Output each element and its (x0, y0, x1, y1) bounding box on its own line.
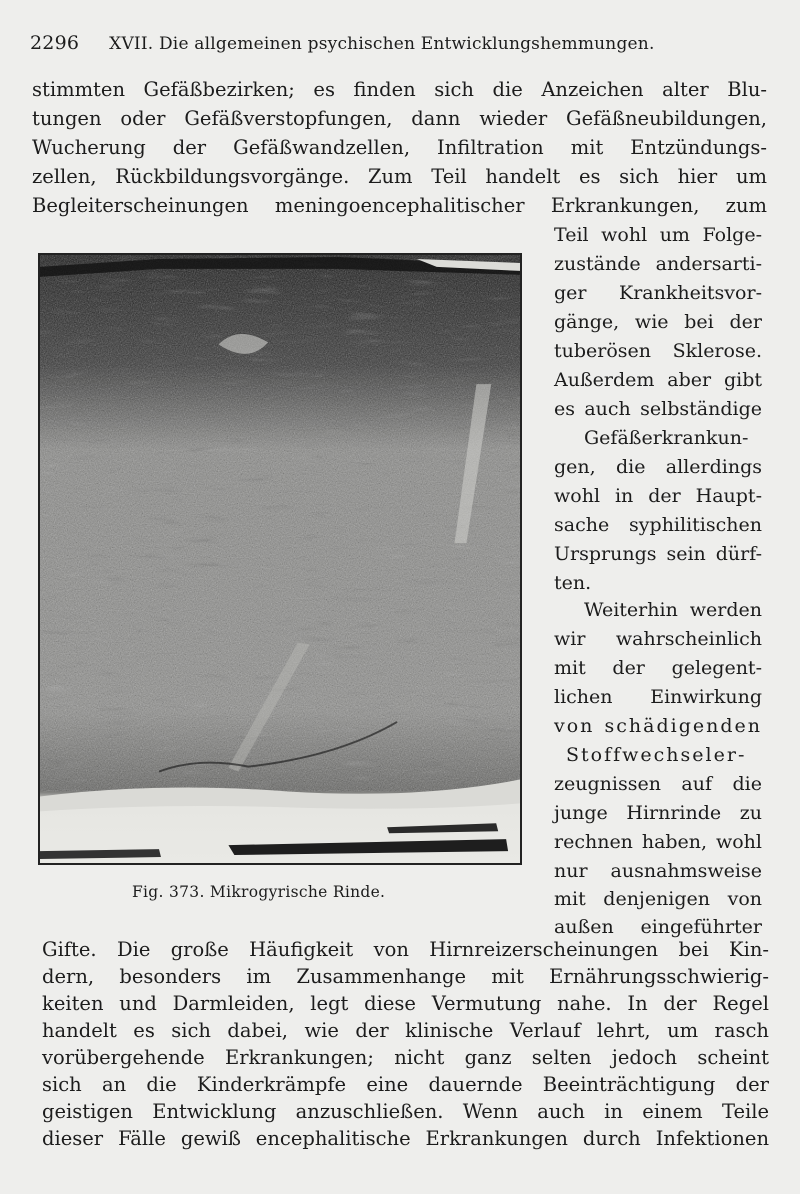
text-line: nur ausnahmsweise (554, 860, 762, 882)
text-line: sache syphilitischen (554, 514, 762, 536)
text-line: keiten und Darmleiden, legt diese Vermutung nahe. In der Regel (42, 992, 769, 1015)
text-line: tungen oder Gefäßverstopfungen, dann wieder Gefäßneubildungen, (32, 107, 767, 130)
text-line: zellen, Rückbildungsvorgänge. Zum Teil handelt es sich hier um (32, 165, 767, 188)
text-line: gänge, wie bei der (554, 311, 762, 333)
text-line: dern, besonders im Zusammenhange mit Ernährungsschwierig- (42, 965, 769, 988)
text-line: vorübergehende Erkrankungen; nicht ganz selten jedoch scheint (42, 1046, 769, 1069)
text-line: stimmten Gefäßbezirken; es finden sich die Anzeichen alter Blu- (32, 78, 767, 101)
page-number: 2296 (30, 32, 80, 54)
figure-caption: Fig. 373. Mikrogyrische Rinde. (132, 883, 386, 901)
text-line: ten. (554, 572, 592, 594)
text-line: lichen Einwirkung (554, 686, 762, 708)
text-line: Wucherung der Gefäßwandzellen, Infiltration mit Entzündungs- (32, 136, 767, 159)
text-line: von schädigenden (554, 715, 762, 737)
text-line: außen eingeführter (554, 916, 762, 938)
text-line: rechnen haben, wohl (554, 831, 762, 853)
micrograph-figure (38, 253, 522, 865)
text-line: Gifte. Die große Häufigkeit von Hirnreizerscheinungen bei Kin- (42, 938, 769, 961)
text-line: dieser Fälle gewiß encephalitische Erkrankungen durch Infektionen (42, 1127, 769, 1150)
text-line: es auch selbständige (554, 398, 762, 420)
text-line: sich an die Kinderkrämpfe eine dauernde Beeinträchtigung der (42, 1073, 769, 1096)
text-line: Weiterhin werden (584, 599, 762, 621)
running-title: XVII. Die allgemeinen psychischen Entwicklungshemmungen. (109, 34, 655, 54)
page-header (30, 32, 770, 54)
text-line: zustände andersarti- (554, 253, 762, 275)
text-line: Begleiterscheinungen meningoencephalitischer Erkrankungen, zum (32, 194, 767, 217)
text-line: ger Krankheitsvor- (554, 282, 762, 304)
text-line: Außerdem aber gibt (554, 369, 762, 391)
text-line: Stoffwechseler- (566, 744, 747, 766)
text-line: zeugnissen auf die (554, 773, 762, 795)
text-line: junge Hirnrinde zu (554, 802, 762, 824)
text-line: wir wahrscheinlich (554, 628, 762, 650)
text-line: Gefäßerkrankun- (584, 427, 749, 449)
micrograph-image (40, 255, 520, 863)
text-line: gen, die allerdings (554, 456, 762, 478)
text-line: handelt es sich dabei, wie der klinische Verlauf lehrt, um rasch (42, 1019, 769, 1042)
text-line: Teil wohl um Folge- (554, 224, 762, 246)
text-line: mit der gelegent- (554, 657, 762, 679)
text-line: Ursprungs sein dürf- (554, 543, 762, 565)
text-line: tuberösen Sklerose. (554, 340, 762, 362)
text-line: mit denjenigen von (554, 888, 762, 910)
text-line: geistigen Entwicklung anzuschließen. Wenn auch in einem Teile (42, 1100, 769, 1123)
text-line: wohl in der Haupt- (554, 485, 762, 507)
